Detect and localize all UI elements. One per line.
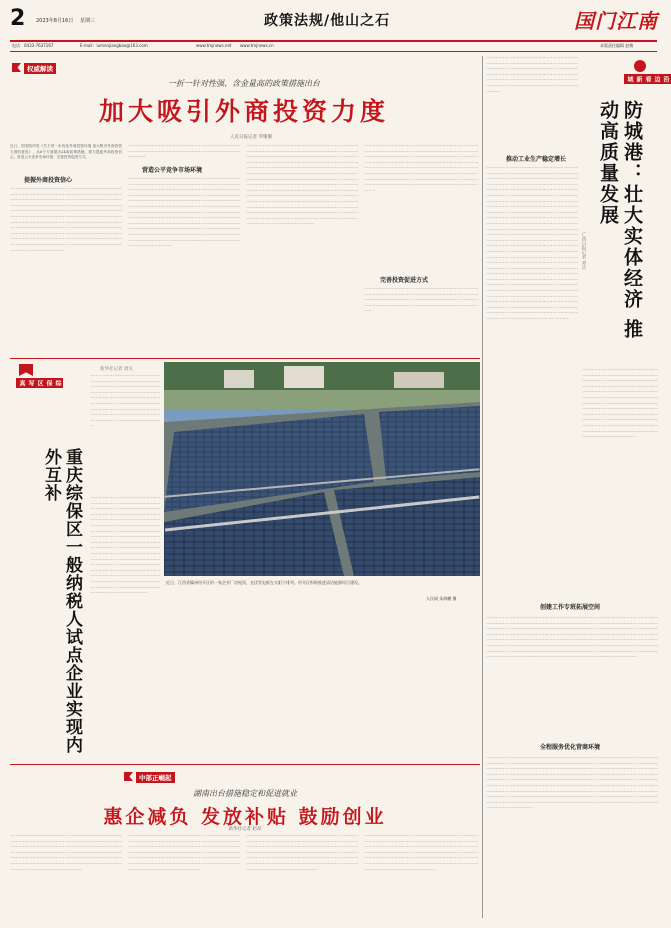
bottom-byline: 新华社记者 赵昂 xyxy=(228,827,262,832)
section-title: 政策法规/他山之石 xyxy=(264,13,391,29)
bottom-kicker: 湖南出台措施稳定和促进就业 xyxy=(193,789,297,798)
issue-weekday: 星期三 xyxy=(80,18,96,24)
article-headline: 加大吸引外商投资力度 xyxy=(98,97,389,126)
solar-panel-image xyxy=(164,362,480,576)
left-column-tag-label: 综保区写真 xyxy=(18,380,61,386)
article-kicker: 一折一针对性强、含金量高的政策措施出台 xyxy=(168,79,320,88)
body-text: 一一一一一一一一一一一一一一一一一一一一一一一一一一一一一一一一一一一一一一一一一一一一一一一一一一一一一一一一一一一一一一一一一一一一一一一一一一一一一一一一一一一一一一一一一一一一一一一一一一一一一一一一一一一一一一一一一一一一一一一一一一一一一一一一一一一一一一一一一一一一一一一一一一一一一一一一一一一一一一一一一一一一一一一一一一一一一一一一一一一一一一一一一一一一一一一一一一一一一一一一一一一一一一一一一一一一一一一一一一一一一一一一一一一一一一一一一一一一一一一一一一一一一一一一一一一一一一一一一一一一一一一一一一一一一一一一一一一一一一一一一一一一一一一一一一一一一一一一一一一一一一一一一一一一一一一一一一一一一一一一一一一一一一一一一一一一一一一一一一一一一一一一一一一一一一一一一一一一 xyxy=(10,187,122,253)
side-headline: 防城港：壮大实体经济 推动高质量发展 xyxy=(597,100,643,340)
bottom-col-4: 一一一一一一一一一一一一一一一一一一一一一一一一一一一一一一一一一一一一一一一一一一一一一一一一一一一一一一一一一一一一一一一一一一一一一一一一一一一一一一一一一一一一一一一一一一一一一一一一一一一一一一一一一一一一一一一一一一一一一一一一一一一一一一一一一一一一一一一一一一一一一一一一一一一一一一一一一一一一一一一一一一一一一一一一一一一一一一一一一一一一一一一一一一一一一一一一一一一一一一一一一一一一一一 xyxy=(364,834,478,872)
left-byline: 新华社记者 周凡 xyxy=(100,367,133,372)
left-headline: 重庆综保区一般纳税人试点企业实现内外互补 xyxy=(41,448,82,754)
side-body-4: 一一一一一一一一一一一一一一一一一一一一一一一一一一一一一一一一一一一一一一一一一一一一一一一一一一一一一一一一一一一一一一一一一一一一一一一一一一一一一一一一一一一一一一一一一一一一一一一一一一一一一一一一一一一一一一一一一一一一一一一一一一一一一一一一一一一一一一一一一一一一一一一一一一一一一一一一一一一一一一一一一一一一一一一一一一一一一一一一一一一一一一一一一一一一一一一一一一一一一一一一一一一一一一一一一一一一一一一一一一一一一一一一一一一一一一一一一一一一一一一一一一一一一一一一一一一一一一一一一一一一一一一一一一一一一一一一一一一一一一一一一一一一一一一一一一一一一一一一一一一一一一一一一一一一一一一一一一一一一一一一一一一一一一一一一一一一一一一一一一一一一一一一一一一一一一一一一一一一一一一一一一一一一一一一一一一一一一一一一一一一一一一一一一一一一一一一一一一一一一一一一一一一一一一一一一一一一一一一一一一一一一一一一一一一一一一一一一一一 xyxy=(486,756,658,811)
photo-caption: 近日，江西省赣州经开区的一家企业厂房屋顶，光伏发电板在太阳下排列。经开区积极推进清洁能源项目建设。 xyxy=(166,580,362,585)
col-2 xyxy=(128,144,240,356)
issue-date: 2023年8月16日 xyxy=(36,18,74,24)
body-text: 一一一一一一一一一一一一一一一一一一一一一一一一一一一一一一一一一一一一一一一一一一一一一一一一一一一一一一一一一一一一一一一一一一一一一一一一一一一一一一一一一一一一一一一一一一一一一一一一一一一一一一一一一一一一一一一一一一一一一一一一一一一一一一一一一一一一一一一一一一一一一一一一一一一一一一一一一一一一一一一一一一一一一一一一一一一一一一一一一一一一一一一一一一一一一一一一一一一一一一一一一一一一一一一一一一一一一一一一一一一一一一一一一一一一一一一一一一一一一一一一一一一一一一一一一一一 xyxy=(364,144,478,193)
newspaper-logo: 国门江南 xyxy=(574,9,658,33)
website-1: www.tmjnews.net xyxy=(196,43,232,48)
bottom-col-1: 一一一一一一一一一一一一一一一一一一一一一一一一一一一一一一一一一一一一一一一一一一一一一一一一一一一一一一一一一一一一一一一一一一一一一一一一一一一一一一一一一一一一一一一一一一一一一一一一一一一一一一一一一一一一一一一一一一一一一一一一一一一一一一一一一一一一一一一一一一一一一一一一一一一一一一一一一一一一一一一一一一一一一一一一一一一一一一一一一一一一一一一一一一一一一一一一一一一一一一一一一一一一一一 xyxy=(10,834,122,872)
side-subhead-2: 创建工作专班拓展空间 xyxy=(540,604,601,611)
col-1 xyxy=(10,144,122,356)
flag-icon xyxy=(12,63,21,72)
side-byline: 广西日报记者 邓庆 xyxy=(581,232,586,270)
masthead-rule-bottom xyxy=(10,51,657,52)
article-byline: 人民日报记者 罗珊珊 xyxy=(230,135,272,140)
bottom-article xyxy=(10,768,480,920)
column-tag-label: 权威解读 xyxy=(24,63,56,74)
col-4 xyxy=(364,144,478,356)
bottom-headline: 惠企减负 发放补贴 鼓励创业 xyxy=(103,806,387,828)
bottom-column-tag-label: 中部正崛起 xyxy=(136,772,175,783)
flag-icon xyxy=(634,60,646,72)
section-rule xyxy=(10,764,480,765)
page-editor: 本版责任编辑 赵梅 xyxy=(600,43,634,48)
subhead-2: 营造公平竞争市场环境 xyxy=(142,167,203,174)
side-subhead-1: 推动工业生产稳定增长 xyxy=(506,156,567,163)
side-article xyxy=(486,56,669,918)
main-article xyxy=(10,56,478,359)
contact-phone: 电话：0433-7637167 xyxy=(12,43,54,48)
body-text: 一一一一一一一一一一一一一一一一一一一一一一一一一一一一一一一一一一一一一一一一一一一一一一一一一一一一一一一一一一一一一一一一一一一 xyxy=(128,144,240,160)
side-column-tag-label: 沿边看新城 xyxy=(626,76,669,82)
bottom-col-3: 一一一一一一一一一一一一一一一一一一一一一一一一一一一一一一一一一一一一一一一一一一一一一一一一一一一一一一一一一一一一一一一一一一一一一一一一一一一一一一一一一一一一一一一一一一一一一一一一一一一一一一一一一一一一一一一一一一一一一一一一一一一一一一一一一一一一一一一一一一一一一一一一一一一一一一一一一一一一一一一一一一一一一一一一一一一一一一一一一一一一一一一一一一一一一一一一一一一一一一一一一一一一一一 xyxy=(246,834,358,872)
solar-panel-photo xyxy=(164,362,480,576)
photo-credit: 人民网 朱海鹏 摄 xyxy=(426,596,457,601)
subhead-3: 完善投资促进方式 xyxy=(380,277,429,284)
body-text: 一一一一一一一一一一一一一一一一一一一一一一一一一一一一一一一一一一一一一一一一一一一一一一一一一一一一一一一一一一一一一一一一一一一一一一一一一一一一一一一一一一一一一一一一一一一一一一一一一一一一一一一一一一一一一一一一一一一一一一一一一一一一一一一一一一一一一一一一一一一一一一一一一一一一一一一一一一一一一一一一一一一一一一一一一一一一一一一一一一一一一一一一一一一一一一一一一一一一一一一一一一一一一一一一一一一一一一一一一一一一一一一一一一一一一一一一一一一一一一一一一一一一一一一一一一一一一一一一一一一一一一一一一一一一一一一一一一一一一一一一一一一一一一一一一一一一一一一一一一一一一一一一一一一一一一一一一一一一一一一一一一一一一一一一一一一一一一一一一一一一一一一一一一一一一一一一一一一一一一一一一一一一一一一一一一一一一一一一一一一一一一一一一一一一一一一一一一一一一一一一一一一一一一一一一一一一一一一一一一一一一一一一一一一一一一一一一一一一一一一一一一一一一一一一一一一一一 xyxy=(246,144,358,227)
side-body-1: 一一一一一一一一一一一一一一一一一一一一一一一一一一一一一一一一一一一一一一一一一一一一一一一一一一一一一一一一一一一一一一一一一一一一一一一一一一一一一一一一一一一一一一一一一一一一一一一一一一一一一一一一一一一一一一一一一一一一一一一一一一一一一一一一一一一一一一一一一一一一一一一一一一一一一一一一一一一一一一一一一一一一一一一一一一一一一一一一一一一一一一一一一一一一一一一一一一一一一一一一一一一一一一一一一一一一一一一一一一一一一一一一一一一一一一一一一一一一一一一一一一一一一一一一一一一一一一一一一一一一一一一一一一一一一一一一一一一一一一一一一一一一一一一一一一一一一一一一一一一一一一一一一一一一一一一一一一一一一一一一一一一一一一一一一一一一一一一一一一一一一一一一一一一一一一一一一一一一一一一一一一一一一一一一一一一一一一一一一一一一一一一一一一一一一一一一一一一一一一一一一一一一一一一一一一一一一一一一一一一一一一一一一一一一一一一一一一一一一一一一一一一一一一一一一一一一一一一一一一一一一一一一一一一一一一一一一一一一一一一一一一一一一一一一一一一一一一一一一一一一一一一一一一一一一一一一一一一一一一一一一一一一一一一一一一一一一一一一一一一一一一一一一一一一一一一一一一一一一一一一一一一一一一一一一一一一一一一一一一一一一一一一一一一一一一一一一一一一一一一一一一一一一一一一一一一一一一一一一一一一一一一一一一一一一一一一一一一一一一一一一一一一一一一一一一一一一一一一一一一一一一一一一一一一一一一一一一一一一一一一一一一一一一一一一一一一一一一一一一 xyxy=(486,166,578,322)
masthead-rule xyxy=(10,40,657,42)
body-text: 一一一一一一一一一一一一一一一一一一一一一一一一一一一一一一一一一一一一一一一一一一一一一一一一一一一一一一一一一一一一一一一一一一一一一一一一一一一一一一一一一一一一一一一一一一一一一一一一一一一一一一一一一一一一一一一一一一一一一一一一一一一一一一一一一一一一一一一一一一一一一一一一一一一一一一一一一一一一一一一一一一一一一一一一一一一一一一一一一一一一一一一一一一一一一一一一一一一一一一一一一一一一一一一一一一一一一一一一一一一一一一一一一一一一一一一一一一一一一一一一一一一一一一一一一一一一一一一一一一一一一一一一一一一一一一一一一一一一一一一一一一一一一一一一一一一一一一一一一一一一一一一一一一一一一一一一一一一一一一一一一一一一一一一一一一一一一一一一一一一一一一一一一一一一一一一一一一一一一一一一一一一一一一一一一一一一一一一一一一一一一一一一 xyxy=(128,177,240,249)
body-text: 一一一一一一一一一一一一一一一一一一一一一一一一一一一一一一一一一一一一一一一一一一一一一一一一一一一一一一一一一一一一一一一一一一一一一一一一一一一一一一一一一一一一一一一一一一一一一一一一一一一一一一一一一一一一一一一一一一一一一一一一一一一一一一 xyxy=(364,287,478,314)
contact-email: E-mail：lumenjiangbao@163.com xyxy=(80,43,148,48)
page-number: 2 xyxy=(10,6,26,31)
bottom-col-2: 一一一一一一一一一一一一一一一一一一一一一一一一一一一一一一一一一一一一一一一一一一一一一一一一一一一一一一一一一一一一一一一一一一一一一一一一一一一一一一一一一一一一一一一一一一一一一一一一一一一一一一一一一一一一一一一一一一一一一一一一一一一一一一一一一一一一一一一一一一一一一一一一一一一一一一一一一一一一一一一一一一一一一一一一一一一一一一一一一一一一一一一一一一一一一一一一一一一一一一一一一一一一一一 xyxy=(128,834,240,872)
website-2: www.tmjnews.cn xyxy=(240,43,274,48)
subhead-1: 提振外商投资信心 xyxy=(24,177,73,184)
col-3 xyxy=(246,144,358,356)
masthead xyxy=(0,0,667,52)
section-rule xyxy=(10,358,480,359)
side-body-2: 一一一一一一一一一一一一一一一一一一一一一一一一一一一一一一一一一一一一一一一一一一一一一一一一一一一一一一一一一一一一一一一一一一一一一一一一一一一一一一一一一一一一一一一一一一一一一一一一一一一一一一一一一一一一一一一一一一一一一一一一一一一一一一一一一一一一一一一一一一一一一一一一一一一一一一一一一一一一一一一一一一一一一一一一一一一一一一一一一一一一一一一一一一一一一一一一一一一一一一一一一一一一一一一一一一一一一一一一一一一一一一一一一一一一一一一一一一一一一一一一一一一一一一一一一一一一一一一一一一一一一一一一一一一 xyxy=(582,368,658,440)
flag-icon xyxy=(124,772,133,781)
side-subhead-3: 全程服务优化营商环境 xyxy=(540,744,601,751)
side-lead: 一一一一一一一一一一一一一一一一一一一一一一一一一一一一一一一一一一一一一一一一一一一一一一一一一一一一一一一一一一一一一一一一一一一一一一一一一一一一一一一一一一一一一一一一一一一一一一一一一一一一一一一一一一一一一一一一一一一一一一一一一一一一一一一一一一一一一一一一一一一一一一一一一一一一一一一一一一 xyxy=(486,56,578,94)
left-article xyxy=(10,362,160,764)
left-body-top: 一一一一一一一一一一一一一一一一一一一一一一一一一一一一一一一一一一一一一一一一一一一一一一一一一一一一一一一一一一一一一一一一一一一一一一一一一一一一一一一一一一一一一一一一一一一一一一一一一一一一一一一一一一一一一一一一一一一一一一一一一一一一一一一一一一一一一一一一一一一一一一一一一一一一一一一一一一一一一一一一一一一一一一一一一一一一 xyxy=(90,374,160,429)
flag-icon xyxy=(19,364,33,376)
side-body-3: 一一一一一一一一一一一一一一一一一一一一一一一一一一一一一一一一一一一一一一一一一一一一一一一一一一一一一一一一一一一一一一一一一一一一一一一一一一一一一一一一一一一一一一一一一一一一一一一一一一一一一一一一一一一一一一一一一一一一一一一一一一一一一一一一一一一一一一一一一一一一一一一一一一一一一一一一一一一一一一一一一一一一一一一一一一一一一一一一一一一一一一一一一一一一一一一一一一一一一一一一一一一一一一一一一一一一一一一一一一一一一一一一一一一一一一一一一一一一一一一一一一一一一一一一一一一一一一一一一一一一一一一一一一一一一一一一一一一一一一一一一一一一一一一一一一一一一一一一一一一一一一一一一一一一一一一一一一一一一一一一一一一一一一一一一一一一一一一一一一一一一一一一一一一一一一一一一一一一一一一一一一一一一一一一一一一 xyxy=(486,616,658,660)
left-body-main: 一一一一一一一一一一一一一一一一一一一一一一一一一一一一一一一一一一一一一一一一一一一一一一一一一一一一一一一一一一一一一一一一一一一一一一一一一一一一一一一一一一一一一一一一一一一一一一一一一一一一一一一一一一一一一一一一一一一一一一一一一一一一一一一一一一一一一一一一一一一一一一一一一一一一一一一一一一一一一一一一一一一一一一一一一一一一一一一一一一一一一一一一一一一一一一一一一一一一一一一一一一一一一一一一一一一一一一一一一一一一一一一一一一一一一一一一一一一一一一一一一一一一一一一一一一一一一一一一一一一一一一一一一一一一一一一一一一一一一一一一一一一一一一一一一一一一一一一一一一一一一一一一一一一一一一一一一一一一一一一一一一一一一一一一一一一一一一一一一一一 xyxy=(90,496,160,596)
column-divider xyxy=(482,56,483,918)
lead-paragraph: 近日，国务院印发《关于进一步优化外商投资环境 加大吸引外商投资力度的意见》，从6个方面提出24条政策措施，着力提振外商投资信心，营造公平竞争市场环境，完善投资促进方式。 xyxy=(10,144,122,160)
